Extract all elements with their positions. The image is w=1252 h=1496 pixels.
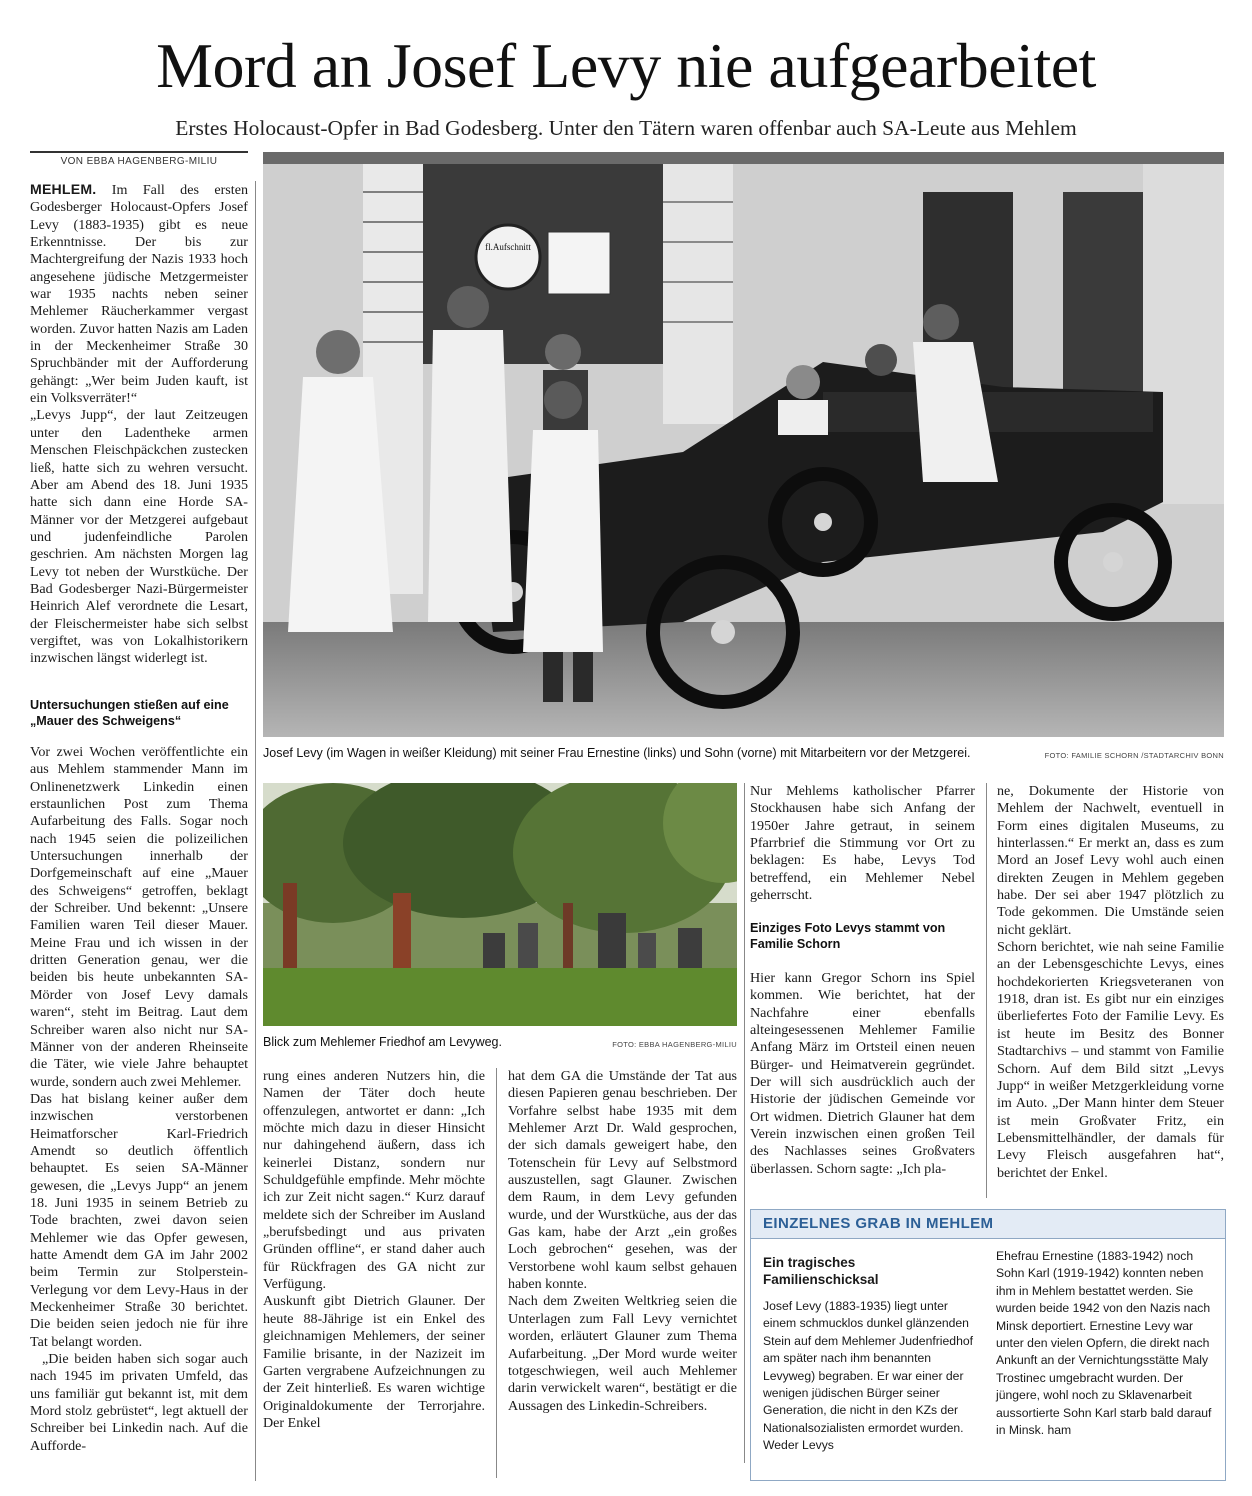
byline: VON EBBA HAGENBERG-MILIU — [30, 151, 248, 167]
infobox-text-right: Ehefrau Ernestine (1883-1942) noch Sohn Karl (1919-1942) konnten neben ihm in Mehlem bestattet werden. Sie wurden beide 1942 von den Nazis nach Minsk deportiert. Ernestine Levy war unter den vielen Opfern, die direkt nach Ankunft an der Vernichtungsstätte Maly Trostinec umgebracht wurden. Der jüngere, wohl noch zu Sklavenarbeit aussortierte Sohn Karl starb bald darauf in Minsk. ham — [996, 1249, 1212, 1438]
paragraph: Schorn berichtet, wie nah seine Familie an der Lebensgeschichte Levys, eines hochdekorierten Kriegsveteranen von 1918, dran ist. Es gibt nur ein einziges überliefertes Foto der Familie Levy. Es ist heute im Besitz des Bonner Stadtarchivs – und stammt von Familie Schorn. Auf dem Bild sitzt „Levys Jupp“ in weißer Metzgerkleidung vorne im Auto. „Der Mann hinter dem Steuer ist mein Großvater Fritz, ein Lebensmittelhändler, der damals für Levy Fleisch ausgefahren hat“, berichtet der Enkel. — [997, 939, 1224, 1181]
paragraph: Das hat bislang keiner außer dem inzwischen verstorbenen Heimatforscher Karl-Friedrich Amendt so deutlich öffentlich behauptet. Es seien SA-Männer gewesen, die „Levys Jupp“ an jenem 18. Juni 1935 in seinem Betrieb zu Tode brachten, zwei davon seien Mehlemer wie das Opfer gewesen, hatte Amendt dem GA im Jahr 2002 beim Termin zur Stolperstein-Verlegung vor dem Levy-Haus in der Meckenheimer Straße 30 berichtet. Die beiden seien jedoch nie für ihre Tat belangt worden. — [30, 1090, 248, 1350]
paragraph: Im Fall des ersten Godesberger Holocaust-Opfers Josef Levy (1883-1935) gibt es neue Erkenntnisse. Der bis zur Machtergreifung der Nazis 1933 hoch angesehene jüdische Metzgermeister war 1935 nachts neben seiner Mehlemer Räucherkammer vergast worden. Zuvor hatten Nazis am Laden in der Meckenheimer Straße 30 Spruchbänder mit der Aufforderung gehängt: „Wer beim Juden kauft, ist ein Volksverräter!“ — [30, 182, 249, 407]
main-photo-image — [263, 152, 1224, 737]
subheading-foto: Einziges Foto Levys stammt von Familie Schorn — [750, 921, 946, 951]
column-rule — [255, 181, 256, 1481]
paragraph: Nach dem Zweiten Weltkrieg seien die Unterlagen zum Fall Levy vernichtet worden, erläutert Glauner zum Thema Aufarbeitung. „Der Mord wurde weiter totgeschwiegen, weil auch Mehlemer darin verwickelt waren“, bestätigt er die Aussagen des Linkedin-Schreibers. — [508, 1293, 737, 1414]
column-rule — [744, 783, 745, 1463]
main-photo-credit: FOTO: FAMILIE SCHORN /STADTARCHIV BONN — [1044, 751, 1224, 760]
paragraph: „Levys Jupp“, der laut Zeitzeugen unter den Ladentheke armen Menschen Fleischpäckchen zustecken ließ, hatte sich zu wehren versucht. Aber am Abend des 18. Juni 1935 hatte sich dann eine Horde SA-Männer vor der Metzgerei aufgebaut und judenfeindliche Parolen geschrien. Am nächsten Morgen lag Levy tot neben der Wurstküche. Der Bad Godesberger Nazi-Bürgermeister Heinrich Alef verordnete die Lesart, der Fleischermeister habe sich selbst vergiftet, was von Lokalhistorikern inzwischen längst widerlegt ist. — [30, 407, 248, 667]
dateline: MEHLEM. — [30, 181, 97, 197]
paragraph: ne, Dokumente der Historie von Mehlem der Nachwelt, eventuell in Form eines digitalen Museums, zu hinterlassen.“ Er merkt an, dass es zum Mord an Josef Levy wohl auch einen direkten Zeugen in Mehlem gegeben habe. Der sei aber 1947 plötzlich zu Tode gekommen. Die Umstände seien nicht geklärt. — [997, 783, 1224, 938]
article-column-4 — [750, 783, 975, 904]
paragraph: „Die beiden haben sich sogar auch nach 1945 im privaten Umfeld, das uns familiär gut bekannt ist, mit dem Mord stolz gebrüstet“, legt aktuell der Schreiber bei Linkedin nach. Auf die Aufforde- — [30, 1351, 248, 1454]
infobox-text-left: Josef Levy (1883-1935) liegt unter einem schmucklos dunkel glänzenden Stein auf dem Mehlemer Judenfriedhof am später nach ihm benannten Levyweg) begraben. Er war einer der wenigen jüdischen Bürger seiner Generation, die nicht in den KZs der Nationalsozialisten ermordet wurden. Weder Levys — [763, 1299, 974, 1453]
infobox-subheading: Ein tragisches Familienschicksal — [763, 1255, 879, 1287]
article-column-2 — [263, 1068, 485, 1432]
main-photo — [263, 152, 1224, 737]
paragraph: Auskunft gibt Dietrich Glauner. Der heute 88-Jährige ist ein Enkel des gleichnamigen Mehlemers, der seiner Familie brisante, in der Nazizeit im Garten vergrabene Aufzeichnungen zu der Zeit hinterließ. Es waren wichtige Originaldokumente der Terrorjahre. Der Enkel — [263, 1293, 485, 1431]
headline: Mord an Josef Levy nie aufgearbeitet — [156, 30, 1096, 101]
cemetery-photo-image — [263, 783, 737, 1026]
article-column-3 — [508, 1068, 737, 1415]
paragraph: Hier kann Gregor Schorn ins Spiel kommen. Wie berichtet, hat der Nachfahre einer ebenfalls alteingesessenen Mehlemer Familie Anfang März im Ortsteil einen neuen Bürger- und Heimatverein gegründet. Der will sich ausdrücklich auch der Historie der jüdischen Gemeinde vor Ort widmen. Dietrich Glauner hat dem Verein inzwischen einen großen Teil des Nachlasses seines Großvaters überlassen. Schorn sagte: „Ich pla- — [750, 970, 975, 1177]
infobox-title: EINZELNES GRAB IN MEHLEM — [763, 1215, 994, 1232]
column-rule — [986, 783, 987, 1198]
paragraph: rung eines anderen Nutzers hin, die Namen der Täter doch heute offenzulegen, antwortet er dann: „Ich möchte mich dazu in dieser Hinsicht nur dahingehend äußern, dass ich keinerlei Distanz, sondern nur Schuldgefühle empfinde. Mehr möchte ich zur Zeit nicht sagen.“ Kurz darauf meldete sich der Schreiber im Ausland „berufsbedingt und aus privaten Gründen offline“, er stand daher auch für Rückfragen des GA nicht zur Verfügung. — [263, 1068, 485, 1293]
paragraph: Nur Mehlems katholischer Pfarrer Stockhausen habe sich Anfang der 1950er Jahre getraut, in seinem Pfarrbrief die Stimmung vor Ort zu beklagen: Es habe, Levys Tod betreffend, ein Mehlemer Nebel geherrscht. — [750, 783, 975, 904]
main-photo-caption: Josef Levy (im Wagen in weißer Kleidung) mit seiner Frau Ernestine (links) und Sohn (vorne) mit Mitarbeitern vor der Metzgerei. — [263, 746, 971, 760]
shop-sign-text: fl.Aufschnitt — [485, 242, 531, 252]
subheadline: Erstes Holocaust-Opfer in Bad Godesberg. Unter den Tätern waren offenbar auch SA-Leute aus Mehlem — [175, 116, 1077, 140]
paragraph: Vor zwei Wochen veröffentlichte ein aus Mehlem stammender Mann im Onlinenetzwerk Linkedin einen erstaunlichen Post zum Thema Aufarbeitung des Falls. Sogar noch nach 1945 seien die polizeilichen Untersuchungen innerhalb der Dorfgemeinschaft auf eine „Mauer des Schweigens“ getroffen, beklagt der Schreiber. Und bekennt: „Unsere Familien waren Teil dieser Mauer. Meine Frau und ich wissen in der dritten Generation genau, wer die beiden bis heute unbekannten SA-Mörder von Josef Levy damals waren“, steht im Beitrag. Laut dem Schreiber waren also nicht nur SA-Männer von der anderen Rheinseite die Täter, wie viele Jahre behauptet wurde, sondern auch zwei Mehlemer. — [30, 744, 248, 1090]
cemetery-photo-caption: Blick zum Mehlemer Friedhof am Levyweg. — [263, 1035, 502, 1049]
infobox-header — [751, 1210, 1225, 1239]
column-rule — [496, 1068, 497, 1478]
cemetery-photo-credit: FOTO: EBBA HAGENBERG-MILIU — [612, 1040, 737, 1049]
paragraph: hat dem GA die Umstände der Tat aus diesen Papieren genau beschrieben. Der Vorfahre selbst habe 1935 mit dem Mehlemer Arzt Dr. Wald gesprochen, der sich damals geweigert habe, den Totenschein für Levy auf Selbstmord auszustellen, sagt Glauner. Zwischen dem Raum, in dem Levy gefunden wurde, und der Wurstküche, aus der das Gas kam, habe der Arzt „ein großes Loch gebrochen“ gesehen, was der Verstorbene wohl kaum selbst gehauen haben konnte. — [508, 1068, 737, 1293]
cemetery-photo — [263, 783, 737, 1026]
infobox-grave — [750, 1209, 1226, 1481]
article-column-1 — [30, 181, 248, 668]
article-column-1-cont — [30, 744, 248, 1455]
article-column-5 — [997, 783, 1224, 1182]
subheading-mauer: Untersuchungen stießen auf eine „Mauer des Schweigens“ — [30, 698, 229, 728]
article-column-4-cont — [750, 970, 975, 1178]
